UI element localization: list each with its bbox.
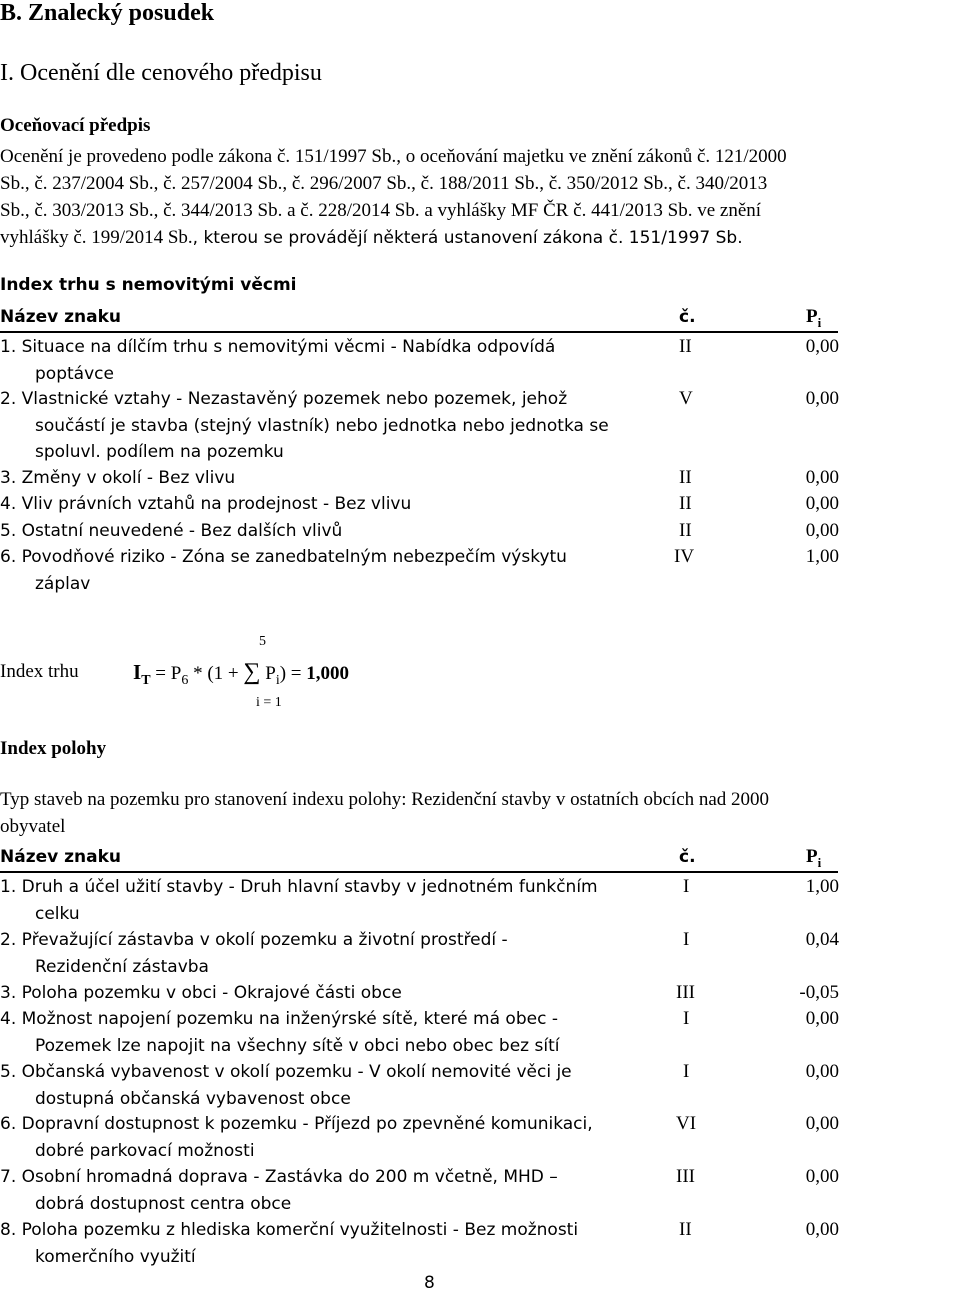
position-header-rule	[0, 871, 838, 873]
row-grade: I	[683, 1008, 690, 1029]
table-row	[0, 386, 609, 466]
formula-sigma: ∑	[243, 659, 261, 685]
market-col-name: Název znaku	[0, 307, 122, 327]
table-row	[0, 874, 598, 927]
table-row	[0, 465, 235, 492]
row-text: dostupná občanská vybavenost obce	[35, 1088, 351, 1109]
market-col-no: č.	[679, 307, 696, 327]
row-value: 0,00	[805, 1113, 839, 1134]
row-text: 3. Změny v okolí - Bez vlivu	[0, 468, 236, 488]
row-text: 4. Vliv právních vztahů na prodejnost - Bez vlivu	[0, 494, 412, 514]
row-grade: II	[679, 493, 692, 514]
row-grade: VI	[676, 1113, 697, 1134]
position-index-heading: Index polohy	[0, 738, 107, 759]
pricing-line-2: Sb., č. 237/2004 Sb., č. 257/2004 Sb., č. 296/2007 Sb., č. 188/2011 Sb., č. 350/2012 Sb., č. 340/2013	[0, 173, 768, 194]
row-text: 6. Povodňové riziko - Zóna se zanedbatelným nebezpečím výskytu	[0, 547, 567, 567]
formula-pi-sub: i	[275, 672, 280, 688]
table-row	[0, 1059, 572, 1112]
row-text: 2. Převažující zástavba v okolí pozemku a životní prostředí -	[0, 930, 508, 950]
row-value: 0,04	[805, 929, 839, 950]
position-col-p-letter: P	[806, 846, 818, 867]
row-grade: II	[679, 336, 692, 357]
formula-upper: 5	[259, 634, 266, 649]
row-grade: II	[679, 520, 692, 541]
row-text: 2. Vlastnické vztahy - Nezastavěný pozemek nebo pozemek, jehož	[0, 389, 568, 409]
row-value: 0,00	[805, 1008, 839, 1029]
row-value: 0,00	[805, 388, 839, 409]
row-text: 8. Poloha pozemku z hlediska komerční využitelnosti - Bez možnosti	[0, 1220, 579, 1240]
position-col-name: Název znaku	[0, 847, 122, 867]
row-text: 5. Občanská vybavenost v okolí pozemku - V okolí nemovité věci je	[0, 1062, 572, 1082]
row-text: celku	[35, 903, 80, 924]
position-intro-line-2: obyvatel	[0, 816, 66, 837]
row-text: Pozemek lze napojit na všechny sítě v obci nebo obec bez sítí	[35, 1035, 560, 1056]
pricing-heading: Oceňovací předpis	[0, 115, 151, 136]
row-text: dobrá dostupnost centra obce	[35, 1193, 292, 1214]
row-value: 0,00	[805, 493, 839, 514]
formula-lhs-sub: T	[141, 672, 151, 688]
market-index-heading: Index trhu s nemovitými věcmi	[0, 275, 297, 295]
row-grade: III	[676, 982, 695, 1003]
market-header-rule	[0, 331, 838, 333]
formula-lhs: I	[133, 660, 142, 684]
row-grade: I	[683, 876, 690, 897]
row-text: 1. Druh a účel užití stavby - Druh hlavní stavby v jednotném funkčním	[0, 877, 598, 897]
formula-expression	[133, 659, 349, 689]
row-text: 1. Situace na dílčím trhu s nemovitými věcmi - Nabídka odpovídá	[0, 337, 556, 357]
pricing-line-3: Sb., č. 303/2013 Sb., č. 344/2013 Sb. a č. 228/2014 Sb. a vyhlášky MF ČR č. 441/2013 Sb. ve znění	[0, 200, 762, 221]
formula-mid: * (1 +	[193, 663, 239, 684]
section-title: B. Znalecký posudek	[0, 0, 215, 26]
row-grade: V	[679, 388, 693, 409]
row-text: 6. Dopravní dostupnost k pozemku - Příjezd po zpevněné komunikaci,	[0, 1114, 593, 1134]
row-grade: II	[679, 1219, 692, 1240]
row-text: záplav	[35, 573, 91, 594]
table-row	[0, 1111, 593, 1164]
market-col-p	[806, 306, 821, 331]
pricing-line-1: Ocenění je provedeno podle zákona č. 151/1997 Sb., o oceňování majetku ve znění zákonů č. 121/2000	[0, 146, 787, 167]
row-value: -0,05	[799, 982, 839, 1003]
row-value: 0,00	[805, 1166, 839, 1187]
table-row	[0, 491, 411, 518]
row-text: 7. Osobní hromadná doprava - Zastávka do 200 m včetně, MHD –	[0, 1167, 558, 1187]
pricing-line-4-serif: vyhlášky č. 199/2014 Sb.	[0, 227, 193, 248]
row-grade: I	[683, 1061, 690, 1082]
row-text: komerčního využití	[35, 1246, 196, 1267]
formula-pi: P	[265, 663, 276, 684]
row-text: dobré parkovací možnosti	[35, 1140, 255, 1161]
row-value: 0,00	[805, 520, 839, 541]
table-row	[0, 1006, 559, 1059]
row-value: 0,00	[805, 467, 839, 488]
position-col-no: č.	[679, 847, 696, 867]
pricing-line-4-sans: , kterou se provádějí některá ustanovení zákona č. 151/1997 Sb.	[192, 228, 743, 248]
row-value: 0,00	[805, 1219, 839, 1240]
formula-result: 1,000	[306, 663, 349, 684]
row-grade: III	[676, 1166, 695, 1187]
table-row	[0, 334, 555, 387]
row-grade: IV	[674, 546, 695, 567]
row-value: 0,00	[805, 1061, 839, 1082]
position-col-p	[806, 846, 821, 871]
pricing-line-4	[0, 224, 743, 252]
table-row	[0, 980, 402, 1007]
row-text: součástí je stavba (stejný vlastník) nebo jednotka nebo jednotka se	[35, 415, 609, 436]
row-value: 1,00	[805, 546, 839, 567]
row-text: Rezidenční zástavba	[35, 956, 209, 977]
formula-p6-sub: 6	[181, 672, 189, 688]
position-intro-line-1: Typ staveb na pozemku pro stanovení indexu polohy: Rezidenční stavby v ostatních obcích nad 2000	[0, 789, 770, 810]
row-text: 5. Ostatní neuvedené - Bez dalších vlivů	[0, 521, 343, 541]
position-col-p-sub: i	[817, 854, 822, 870]
row-text: 4. Možnost napojení pozemku na inženýrské sítě, které má obec -	[0, 1009, 558, 1029]
row-value: 1,00	[805, 876, 839, 897]
row-text: 3. Poloha pozemku v obci - Okrajové části obce	[0, 983, 402, 1003]
market-col-p-sub: i	[817, 314, 822, 330]
page-number: 8	[424, 1273, 435, 1293]
table-row	[0, 1164, 558, 1217]
row-text: spoluvl. podílem na pozemku	[35, 442, 284, 462]
row-value: 0,00	[805, 336, 839, 357]
formula-label: Index trhu	[0, 661, 79, 682]
table-row	[0, 544, 567, 597]
section-subtitle: I. Ocenění dle cenového předpisu	[0, 60, 322, 86]
row-grade: I	[683, 929, 690, 950]
row-text: poptávce	[35, 363, 114, 384]
formula-eq: =	[155, 663, 166, 684]
market-col-p-letter: P	[806, 306, 818, 327]
formula-close: ) =	[279, 663, 302, 684]
table-row	[0, 927, 508, 980]
table-row	[0, 518, 342, 545]
formula-p6: P	[170, 663, 182, 684]
table-row	[0, 1217, 578, 1270]
formula-lower: i = 1	[256, 695, 282, 710]
row-grade: II	[679, 467, 692, 488]
